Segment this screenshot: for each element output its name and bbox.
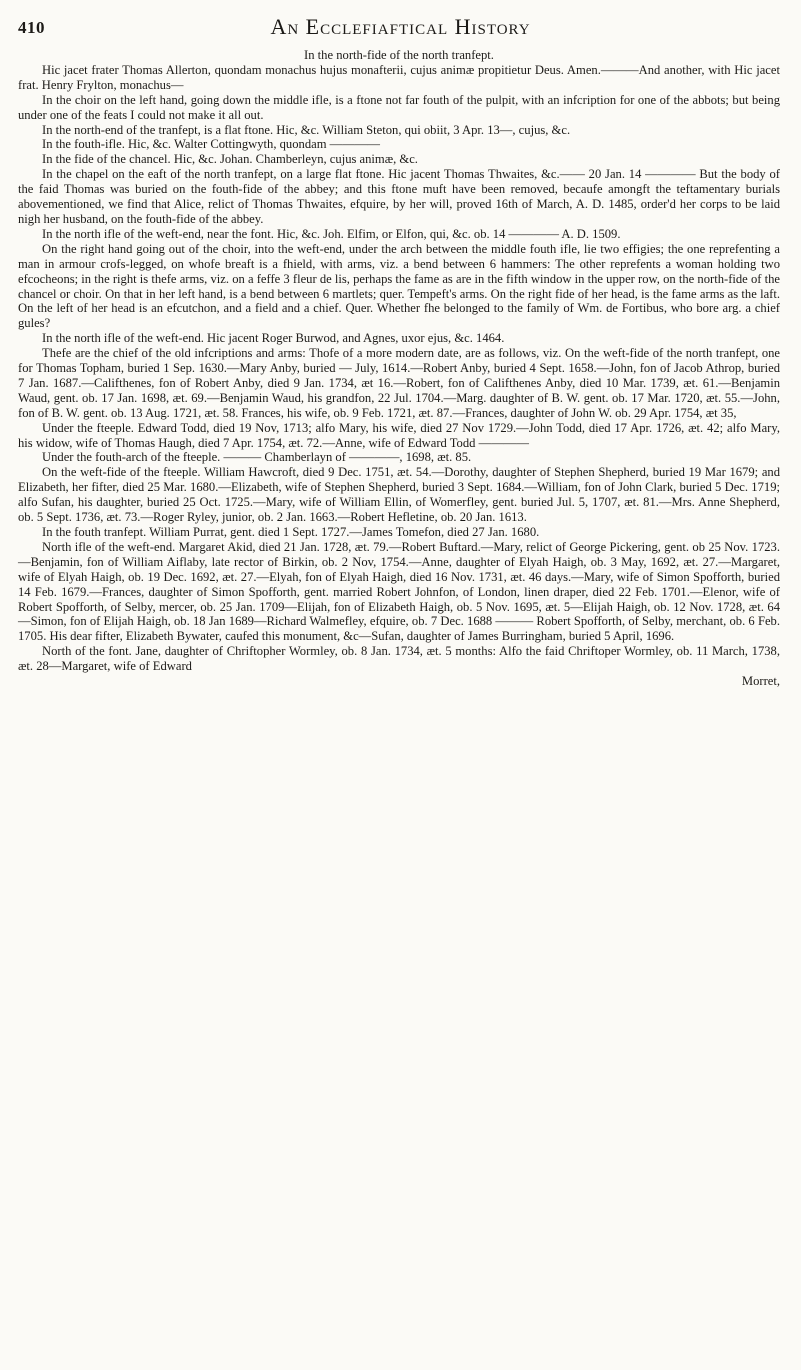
paragraph: In the chapel on the eaft of the north tranfept, on a large flat ftone. Hic jacent Thomas Thwaites, &c.—— 20 Jan. 14 ———— But the body of the faid Thomas was buried on the fouth-fide of the abbey; and this ftone muft have been removed, becaufe amongft the teftamentary burials abovementioned, we find that Alice, relict of Thomas Thwaites, efquire, by her will, proved 16th of March, A. D. 1485, order'd her corps to be laid nigh her husband, on the fouth-fide of the abbey. — [18, 167, 780, 226]
page-number: 410 — [18, 18, 45, 37]
paragraph: Under the fteeple. Edward Todd, died 19 Nov, 1713; alfo Mary, his wife, died 27 Nov 1729.—John Todd, died 17 Apr. 1726, æt. 42; alfo Mary, his widow, wife of Thomas Haugh, died 7 Apr. 1754, æt. 72.—Anne, wife of Edward Todd ———— — [18, 420, 780, 450]
paragraph: In the fouth tranfept. William Purrat, gent. died 1 Sept. 1727.—James Tomefon, died 27 Jan. 1680. — [42, 525, 540, 539]
paragraph: In the north-end of the tranfept, is a flat ftone. Hic, &c. William Steton, qui obiit, 3 Apr. 13—, cujus, &c. — [42, 122, 571, 137]
page-header — [18, 8, 783, 44]
paragraph: North ifle of the weft-end. Margaret Akid, died 21 Jan. 1728, æt. 79.—Robert Buftard.—Mary, relict of George Pickering, gent. ob 25 Nov. 1723.—Benjamin, fon of William Aiflaby, late rector of Birkin, ob. 2 Nov, 1754.—Anne, daughter of Elyah Haigh, ob. 3 May, 1692, æt. 27.—Margaret, wife of Elyah Haigh, ob. 19 Dec. 1692, æt. 27.—Elyah, fon of Elyah Haigh, died 16 Nov. 1731, æt. 46 days.—Mary, wife of Simon Spofforth, buried 14 Feb. 1679.—Frances, daughter of Simon Spofforth, gent. married Robert Johnfon, of London, linen draper, died 22 Feb. 1701.—Elenor, wife of Robert Spofforth, of Selby, mercer, ob. 25 Jan. 1709—Elijah, fon of Elizabeth Haigh, ob. 5 Nov. 1695, æt. 5—Elijah Haigh, ob. 12 Nov. 1728, æt. 64—Simon, fon of Elijah Haigh, ob. 18 Jan 1689—Richard Walmefley, efquire, ob. 7 Dec. 1688 ——— Robert Spofforth, of Selby, merchant, ob. 6 Feb. 1705. His dear fifter, Elizabeth Bywater, caufed this monument, &c—Sufan, daughter of James Burringham, buried 5 April, 1696. — [18, 539, 780, 644]
catchword: Morret, — [741, 674, 780, 689]
paragraph: Thefe are the chief of the old infcriptions and arms: Thofe of a more modern date, are as follows, viz. On the weft-fide of the north tranfept, one for Thomas Topham, buried 1 Sep. 1630.—Mary Anby, buried — July, 1614.—Robert Anby, buried 4 Sept. 1658.—John, fon of Jacob Athrop, buried 7 Jan. 1687.—Califthenes, fon of Robert Anby, died 9 Jan. 1734, æt 16.—Robert, fon of Califthenes Anby, died 10 Mar. 1739, æt. 61.—Benjamin Waud, gent. ob. 17 Jan. 1698, æt. 69.—Benjamin Waud, his grandfon, 22 Jul. 1704.—Marg. daughter of B. W. gent. ob. 17 Mar. 1720, æt. 55.—John, fon of B. W. gent. ob. 13 Aug. 1721, æt. 58. Frances, his wife, ob. 9 Feb. 1721, æt. 87.—Frances, daughter of John W. ob. 29 Apr. 1754, æt 35, — [18, 346, 780, 420]
paragraph: In the choir on the left hand, going down the middle ifle, is a ftone not far fouth of the pulpit, with an infcription for one of the abbots; but being under one of the feats I could not make it all out. — [18, 92, 780, 122]
paragraph: In the fouth-ifle. Hic, &c. Walter Cottingwyth, quondam ———— — [42, 137, 381, 152]
paragraph: In the fide of the chancel. Hic, &c. Johan. Chamberleyn, cujus animæ, &c. — [42, 152, 418, 167]
paragraph: Hic jacet frater Thomas Allerton, quondam monachus hujus monafterii, cujus animæ propitietur Deus. Amen.———And another, with Hic jacet frat. Henry Frylton, monachus— — [18, 62, 780, 92]
paragraph: On the weft-fide of the fteeple. William Hawcroft, died 9 Dec. 1751, æt. 54.—Dorothy, daughter of Stephen Shepherd, buried 19 Mar 1679; and Elizabeth, her fifter, died 25 Mar. 1680.—Elizabeth, wife of Stephen Shepherd, buried 3 Sept. 1684.—William, fon of John Clark, buried 5 Dec. 1719; alfo Sufan, his daughter, buried 25 Oct. 1725.—Mary, wife of William Ellin, of Womerfley, gent. buried Jul. 5, 1707, æt. 81.—Mrs. Anne Shepherd, ob. 5 Sept. 1736, æt. 73.—Roger Ryley, junior, ob. 2 Jan. 1663.—Robert Hefletine, ob. 20 Jan. 1613. — [18, 465, 780, 525]
paragraph: North of the font. Jane, daughter of Chriftopher Wormley, ob. 8 Jan. 1734, æt. 5 months: Alfo the faid Chriftoper Wormley, ob. 11 March, 1738, æt. 28—Margaret, wife of Edward — [18, 644, 780, 674]
paragraph: In the north ifle of the weft-end. Hic jacent Roger Burwod, and Agnes, uxor ejus, &c. 1464. — [42, 331, 505, 346]
paragraph: In the north ifle of the weft-end, near the font. Hic, &c. Joh. Elfim, or Elfon, qui, &c. ob. 14 ———— A. D. 1509. — [42, 226, 621, 241]
paragraph: Under the fouth-arch of the fteeple. ——— Chamberlayn of ————, 1698, æt. 85. — [42, 450, 472, 465]
paragraph: On the right hand going out of the choir, into the weft-end, under the arch between the middle fouth ifle, lie two effigies; the one reprefenting a man in armour crofs-legged, on whofe breaft is a fhield, with arms, viz. a bend between 6 hammers: The other reprefents a woman holding two efcocheons; in the right is thefe arms, viz. on a feffe 3 fleur de lis, perhaps the fame as are in the fifth window in the upper row, on the north-fide of the chancel or choir. On that in her left hand, is a bend between 6 martlets; quer. Tempeft's arms. On the right fide of her head, is the fame arms as the laft. On the left of her head is an efcutchon, and a field and a chief. Quer. Whether fhe belonged to the family of Wm. de Fortibus, who bore arg. a chief gules? — [18, 241, 780, 331]
running-title: An Ecclefiaftical History — [270, 14, 531, 39]
page-body — [18, 48, 780, 689]
section-heading: In the north-fide of the north tranfept. — [304, 48, 494, 62]
